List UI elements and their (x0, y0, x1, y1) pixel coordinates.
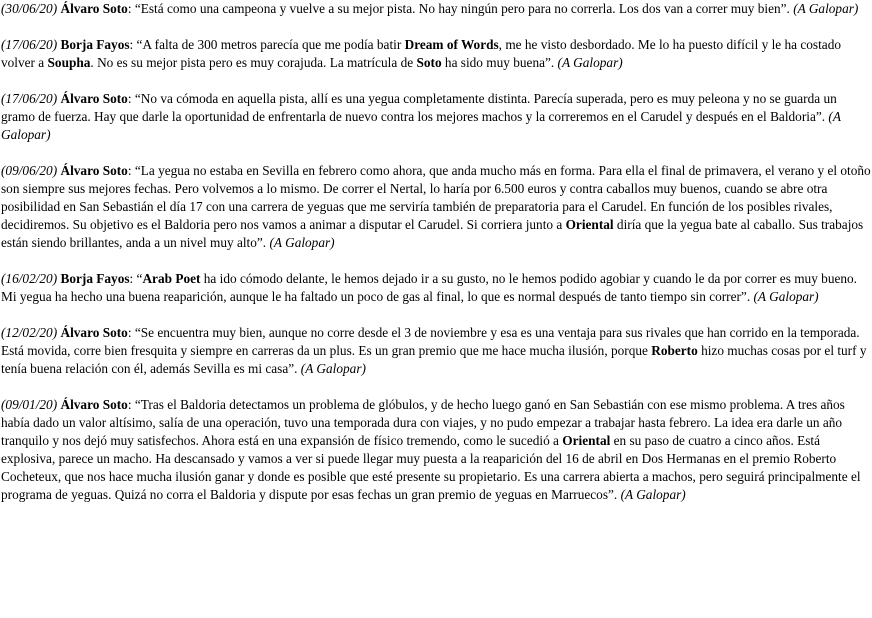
quote-text: : “Está como una campeona y vuelve a su mejor pista. No hay ningún pero para no correrla. Los dos van a correr muy bien”. (127, 1, 794, 16)
quote-source: (A Galopar) (793, 1, 859, 16)
quote-speaker: Álvaro Soto (60, 397, 128, 412)
quote-bold-name: Oriental (565, 217, 614, 232)
quote-text: diría que la yegua bate al caballo. Sus trabajos están siendo brillantes, anda a un nivel muy alto”. (1, 217, 864, 250)
quote-paragraph (1, 36, 872, 72)
quote-date: (17/06/20) (1, 37, 58, 52)
quote-date: (12/02/20) (1, 325, 58, 340)
quote-text: hizo muchas cosas por el turf y tenía buena relación con él, además Sevilla es mi casa”. (1, 343, 867, 376)
quote-bold-name: Arab Poet (142, 271, 201, 286)
quote-text: . No es su mejor pista pero es muy corajuda. La matrícula de (90, 55, 417, 70)
quote-source: (A Galopar) (620, 487, 686, 502)
quote-text: en su paso de cuatro a cinco años. Está explosiva, parece un macho. Ha descansado y vamos a ver si puede llegar muy puesta a la reaparición del 16 de abril en Dos Hermanas en el premio Roberto Cocheteux, que nos hace mucha ilusión ganar y donde es posible que esté presente su propietario. Es una carrera abierta a machos, pero seguirá principalmente el programa de yeguas. Quizá no corra el Baldoria y dispute por esas fechas un gran premio de yeguas en Marruecos”. (1, 433, 861, 502)
quote-date: (09/01/20) (1, 397, 58, 412)
quote-date: (30/06/20) (1, 1, 58, 16)
quote-text: : “Tras el Baldoria detectamos un problema de glóbulos, y de hecho luego ganó en San Sebastián con ese mismo problema. A tres años había dado un valor altísimo, salía de una operación, tuvo una temporada dura con viajes, y no pudo empezar a trabajar hasta febrero. La idea era darle un año tranquilo y nos dejó muy satisfechos. Ahora está en una expansión de físico tremendo, como le sucedió a (1, 397, 845, 448)
quote-paragraph (1, 270, 872, 306)
quote-date: (16/02/20) (1, 271, 58, 286)
quote-text: ha sido muy buena”. (441, 55, 558, 70)
quote-text: : “La yegua no estaba en Sevilla en febrero como ahora, que anda mucho más en forma. Para ella el final de primavera, el verano y el otoño son siempre sus mejores fechas. Pero volvemos a lo mismo. De correr el Nertal, lo haría por 6.500 euros y contra caballos muy buenos, cuando se abre otra posibilidad en San Sebastián el día 17 con una carrera de yeguas que me serviría también de preparatoria para el Carudel. En función de los posibles rivales, decidiremos. Su objetivo es el Baldoria pero nos vamos a animar a disputar el Carudel. Si corriera junto a (1, 163, 871, 232)
quote-paragraph (1, 324, 872, 378)
quote-speaker: Borja Fayos (60, 271, 130, 286)
quote-source: (A Galopar) (269, 235, 335, 250)
quote-text: : “ (129, 271, 143, 286)
quote-paragraph (1, 162, 872, 252)
quote-speaker: Álvaro Soto (60, 325, 128, 340)
quote-text: ha ido cómodo delante, le hemos dejado ir a su gusto, no le hemos podido agobiar y cuando le da por correr es muy bueno. Mi yegua ha hecho una buena reaparición, aunque le ha faltado un poco de gas al final, lo que es normal después de tanto tiempo sin correr”. (1, 271, 857, 304)
quote-source: (A Galopar) (300, 361, 366, 376)
quote-text: : “Se encuentra muy bien, aunque no corre desde el 3 de noviembre y esa es una ventaja para sus rivales que han corrido en la temporada. Está movida, corre bien fresquita y siempre en carreras da un plus. Es un gran premio que me hace mucha ilusión, porque (1, 325, 860, 358)
quote-paragraph (1, 90, 872, 144)
quote-text: , me he visto desbordado. Me lo ha puesto difícil y le ha costado volver a (1, 37, 841, 70)
quote-speaker: Álvaro Soto (60, 163, 128, 178)
quote-source: (A Galopar) (1, 109, 841, 142)
quote-bold-name: Dream of Words (404, 37, 499, 52)
quote-bold-name: Roberto (651, 343, 698, 358)
quote-text: : “No va cómoda en aquella pista, allí es una yegua completamente distinta. Parecía superada, pero es muy peleona y no se guarda un gramo de fuerza. Hay que darle la oportunidad de enfrentarla de nuevo contra los mejores machos y la correremos en el Carudel y después en el Baldoria”. (1, 91, 837, 124)
quote-paragraph (1, 0, 872, 18)
quote-bold-name: Soto (416, 55, 442, 70)
quote-speaker: Álvaro Soto (60, 91, 128, 106)
quote-text: : “A falta de 300 metros parecía que me podía batir (129, 37, 405, 52)
quote-source: (A Galopar) (753, 289, 819, 304)
quote-date: (17/06/20) (1, 91, 58, 106)
quote-speaker: Borja Fayos (60, 37, 130, 52)
quote-paragraph (1, 396, 872, 504)
quote-bold-name: Oriental (562, 433, 611, 448)
quote-source: (A Galopar) (557, 55, 623, 70)
quote-speaker: Álvaro Soto (60, 1, 128, 16)
quote-bold-name: Soupha (47, 55, 91, 70)
quote-date: (09/06/20) (1, 163, 58, 178)
